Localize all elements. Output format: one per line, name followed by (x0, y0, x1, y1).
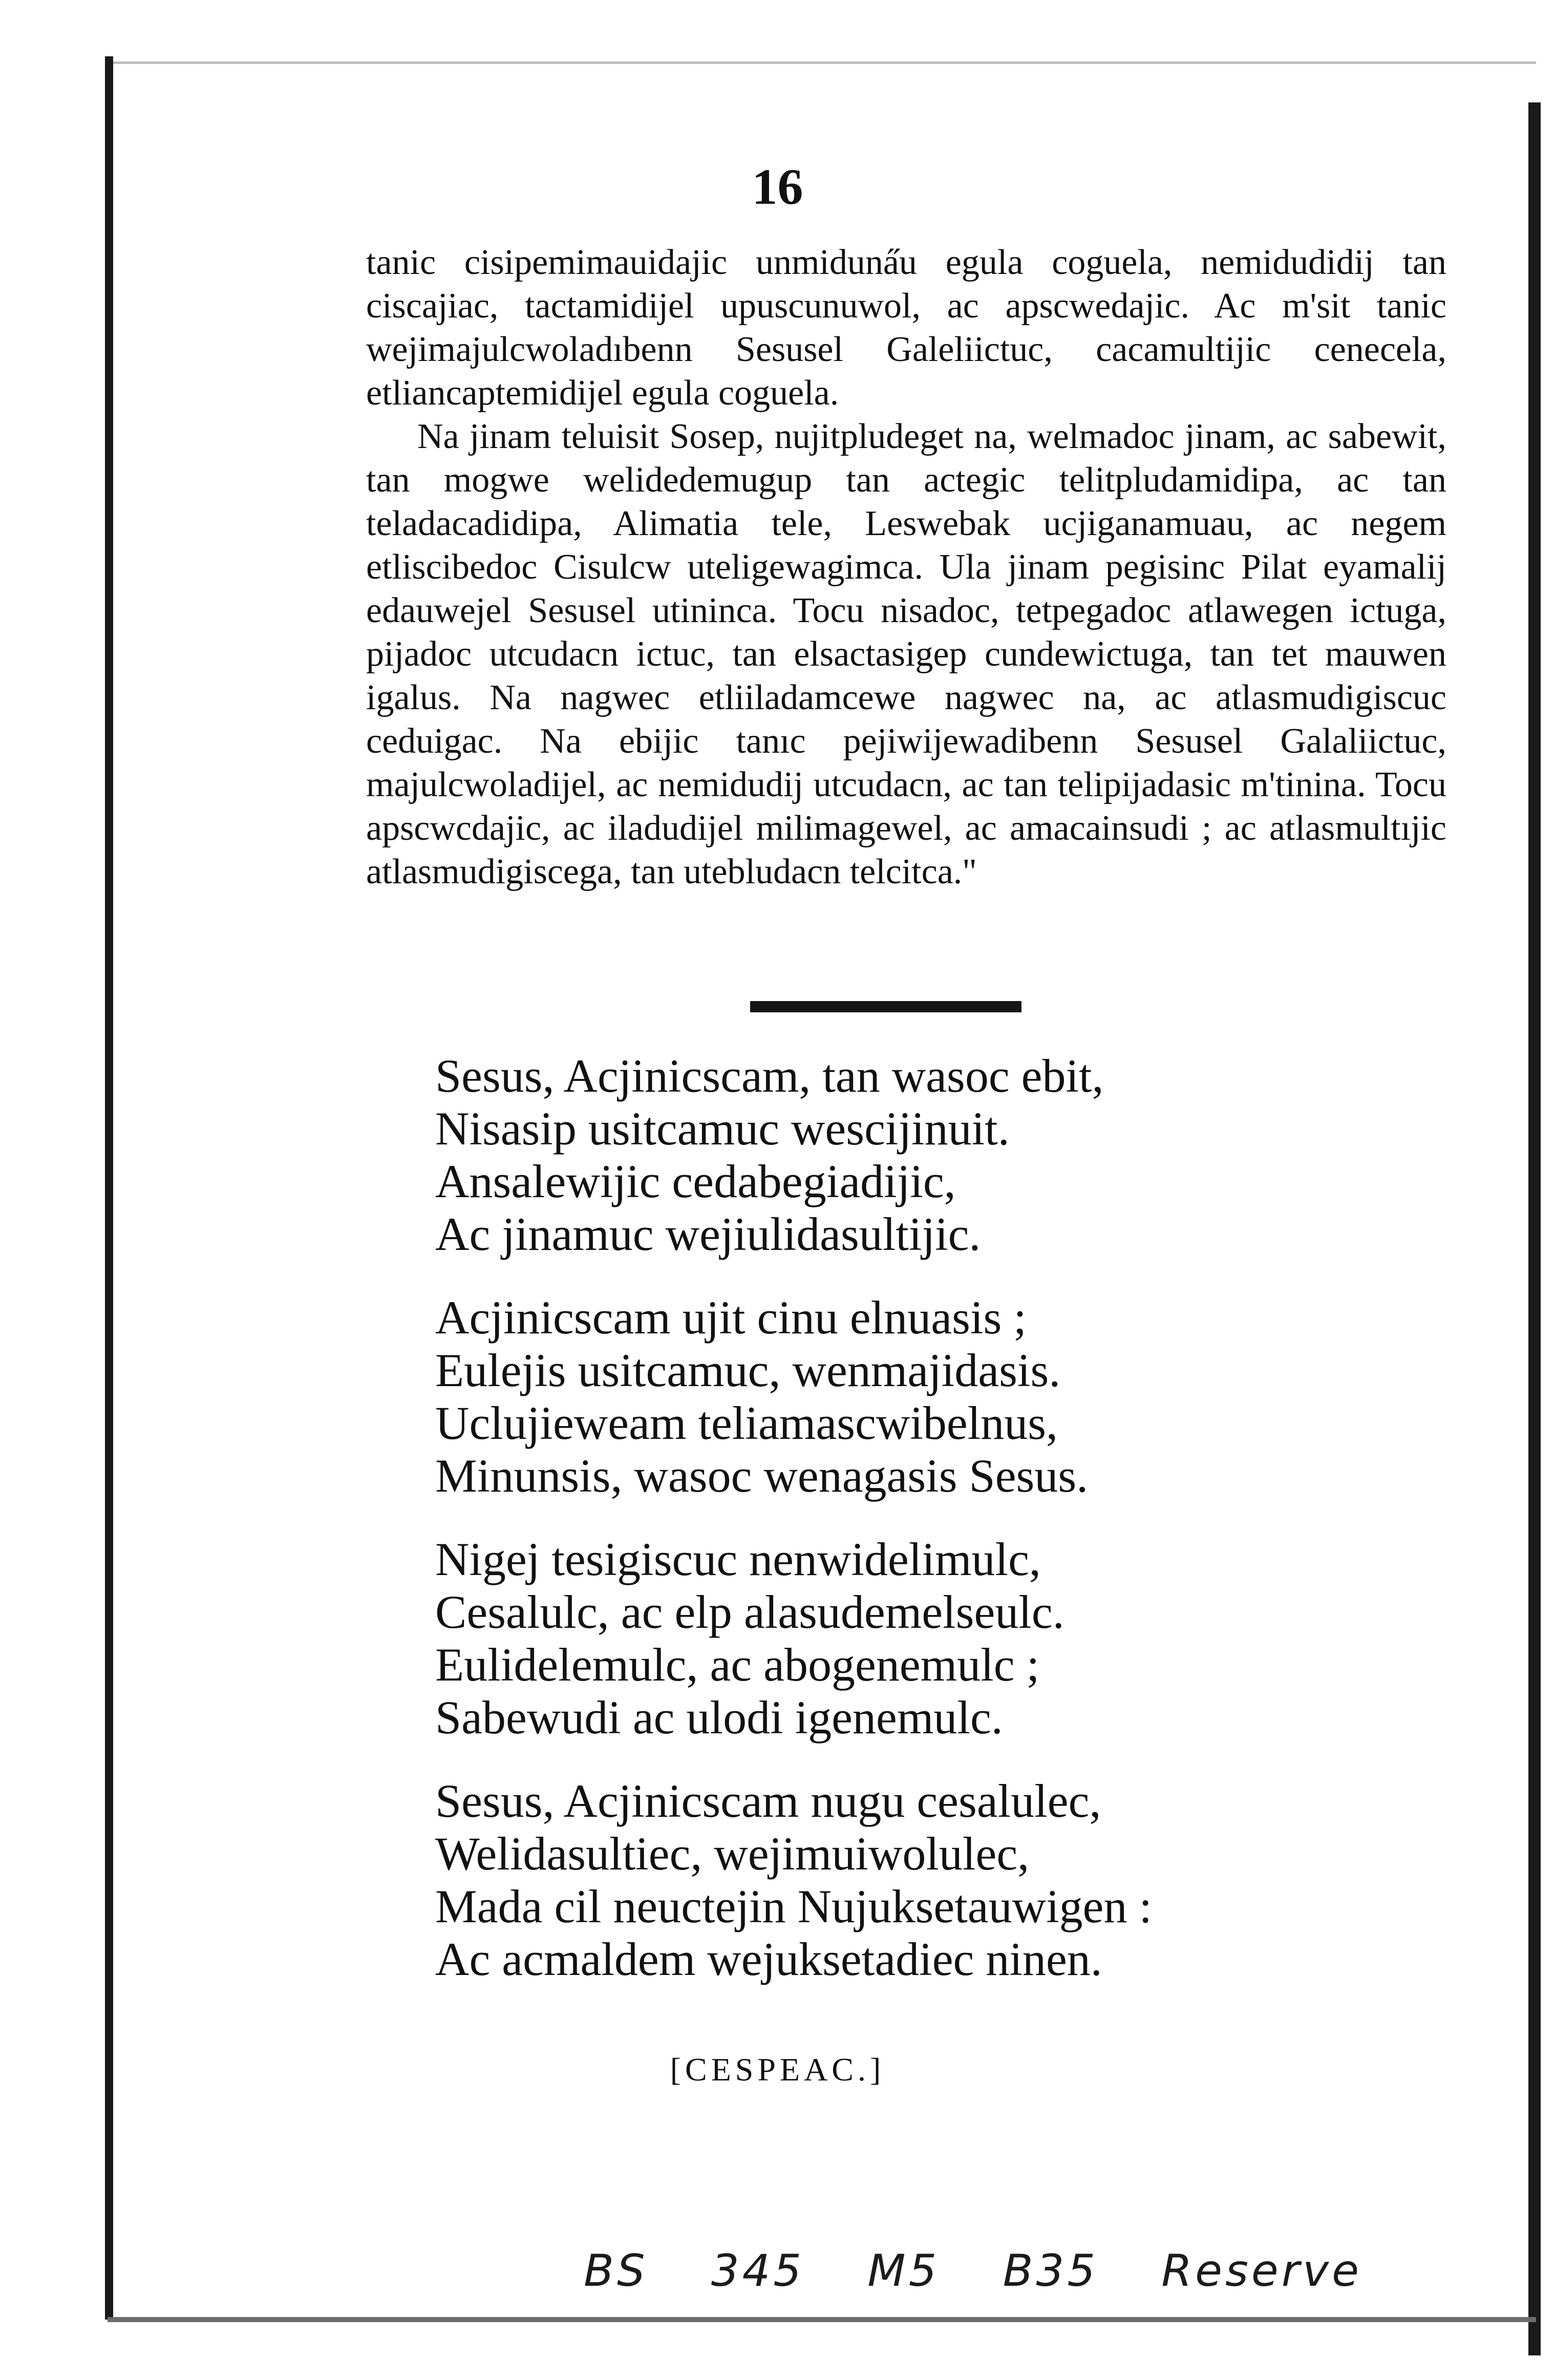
scan-right-edge (1528, 102, 1541, 2355)
section-separator (750, 1001, 1021, 1012)
prose-paragraph: tanic cisipemimauidajic unmiduna̋u egula coguela, nemidudidij tan ciscajiac, tactamidijel upuscunuwol, ac apscwedajic. Ac m'sit tanic wejimajulcwoladıbenn Sesusel Galeliictuc, cacamultijic cenecela, etliancaptemidijel egula coguela. (366, 243, 1446, 413)
verse-line: Eulejis usitcamuc, wenmajidasis. (435, 1344, 1061, 1396)
hymn-stanza (435, 1775, 1459, 1986)
verse-line: Mada cil neuctejin Nujuksetauwigen : (435, 1880, 1153, 1932)
verse-line: Welidasultiec, wejimuiwolulec, (435, 1828, 1030, 1880)
verse-line: Uclujieweam teliamascwibelnus, (435, 1397, 1058, 1449)
verse-line: Acjinicscam ujit cinu elnuasis ; (435, 1291, 1027, 1344)
verse-line: Nigej tesigiscuc nenwidelimulc, (435, 1533, 1041, 1585)
prose-paragraph: Na jinam teluisit Sosep, nujitpludeget na, welmadoc jinam, ac sabewit, tan mogwe welidedemugup tan actegic telitpludamidipa, ac tan teladacadidipa, Alimatia tele, Leswebak ucjiganamuau, ac negem etliscibedoc Cisulcw uteligewagimca. Ula jinam pegisinc Pilat eyamalij edauwejel Sesusel utininca. Tocu nisadoc, tetpegadoc atlawegen ictuga, pijadoc utcudacn ictuc, tan elsactasigep cundewictuga, tan tet mauwen igalus. Na nagwec etliiladamcewe nagwec na, ac atlasmudigiscuc ceduigac. Na ebijic tanıc pejiwijewadibenn Sesusel Galaliictuc, majulcwoladijel, ac nemidudij utcudacn, ac tan telipijadasic m'tinina. Tocu apscwcdajic, ac iladudijel milimagewel, ac amacainsudi ; ac atlasmultıjic atlasmudigiscega, tan utebludacn telcitca." (366, 417, 1446, 891)
hymn-stanza (435, 1533, 1459, 1744)
prose-section (366, 241, 1446, 894)
verse-line: Ansalewijic cedabegiadijic, (435, 1155, 956, 1207)
verse-line: Sesus, Acjinicscam nugu cesalulec, (435, 1775, 1101, 1827)
hymn-stanza (435, 1291, 1459, 1502)
verse-line: Sabewudi ac ulodi igenemulc. (435, 1691, 1003, 1744)
hymn-stanza (435, 1050, 1459, 1261)
page-number: 16 (752, 158, 803, 215)
footer-label: [CESPEAC.] (670, 2051, 885, 2088)
handwritten-shelfmark: BS 345 M5 B35 Reserve (584, 2245, 1362, 2297)
verse-line: Eulidelemulc, ac abogenemulc ; (435, 1639, 1040, 1691)
verse-line: Cesalulc, ac elp alasudemelseulc. (435, 1586, 1064, 1638)
verse-line: Ac acmaldem wejuksetadiec ninen. (435, 1933, 1102, 1985)
verse-line: Sesus, Acjinicscam, tan wasoc ebit, (435, 1050, 1104, 1102)
verse-line: Nisasip usitcamuc wescijinuit. (435, 1102, 1010, 1155)
scan-left-edge (105, 56, 113, 2320)
verse-line: Minunsis, wasoc wenagasis Sesus. (435, 1450, 1089, 1502)
scan-bottom-edge (108, 2317, 1536, 2322)
hymn (435, 1050, 1459, 2016)
scan-top-edge (113, 61, 1536, 64)
verse-line: Ac jinamuc wejiulidasultijic. (435, 1208, 981, 1260)
